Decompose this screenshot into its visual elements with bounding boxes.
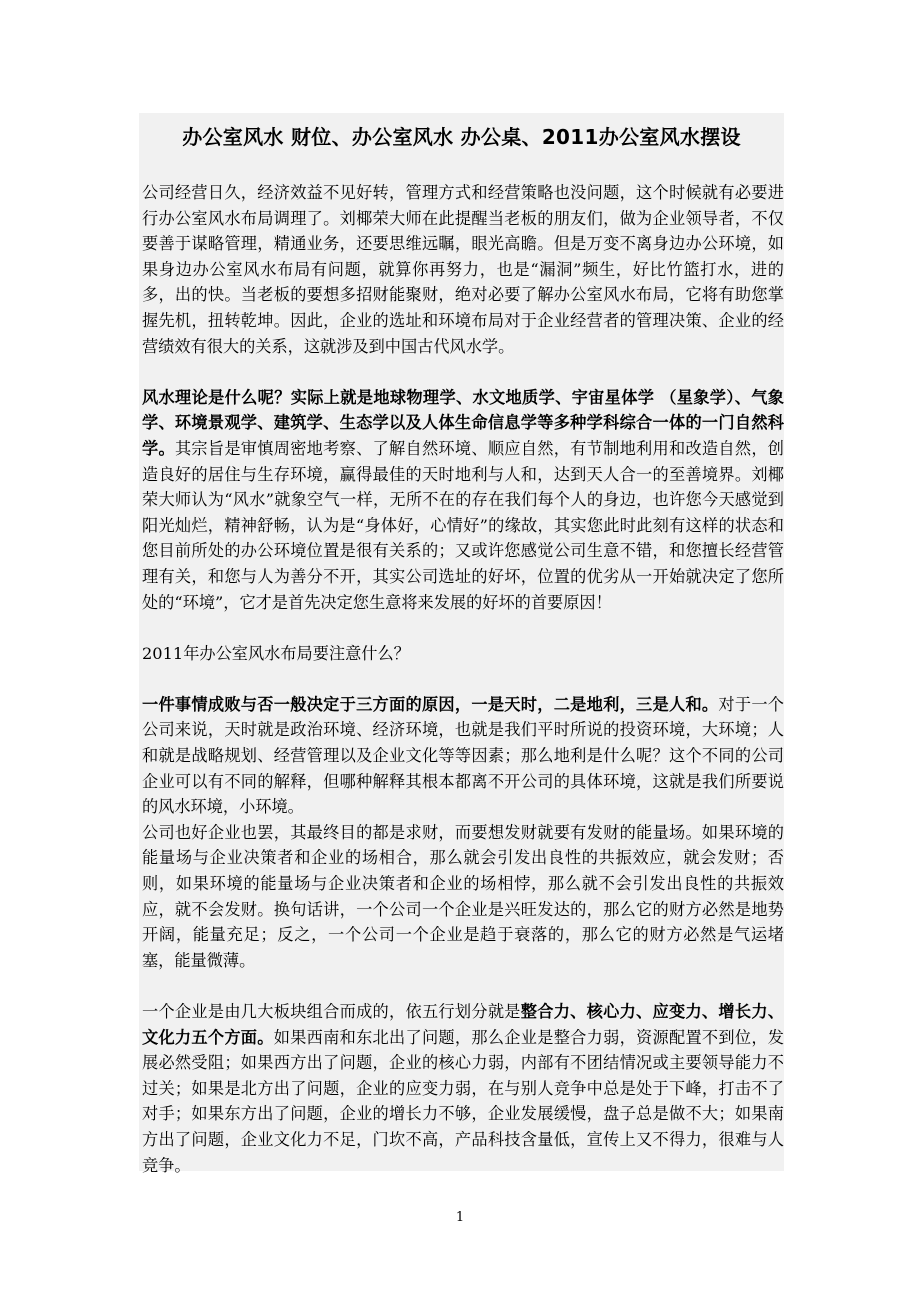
paragraph-five-forces-lead: 一个企业是由几大板块组合而成的，依五行划分就是: [142, 1002, 521, 1021]
paragraph-fengshui-theory-bold: 风水理论是什么呢？实际上就是地球物理学、水文地质学、宇宙星体学 （星象学）、气象学、环境景观学、建筑学、生态学以及人体生命信息学等多种学科综合一体的一门自然科学。: [142, 387, 784, 458]
paragraph-energy-field: [142, 820, 784, 974]
paragraph-three-factors: [142, 692, 784, 820]
paragraph-intro: [142, 180, 784, 359]
paragraph-three-factors-text: 对于一个公司来说，天时就是政治环境、经济环境，也就是我们平时所说的投资环境，大环境；人和就是战略规划、经营管理以及企业文化等等因素；那么地利是什么呢？这个不同的公司企业可以有不同的解释，但哪种解释其根本都离不开公司的具体环境，这就是我们所要说的风水环境，小环境。: [142, 694, 784, 817]
paragraph-gap: [142, 973, 784, 999]
document-title: 办公室风水 财位、办公室风水 办公桌、2011办公室风水摆设: [182, 125, 741, 149]
paragraph-gap: [142, 666, 784, 692]
paragraph-fengshui-theory-text: 其宗旨是审慎周密地考察、了解自然环境、顺应自然，有节制地利用和改造自然，创造良好的居住与生存环境，赢得最佳的天时地利与人和，达到天人合一的至善境界。刘椰荣大师认为“风水”就象空气一样，无所不在的存在我们每个人的身边，也许您今天感觉到阳光灿烂，精神舒畅，认为是“身体好，心情好”的缘故，其实您此时此刻有这样的状态和您目前所处的办公环境位置是很有关系的；又或许您感觉公司生意不错，和您擅长经营管理有关，和您与人为善分不开，其实公司选址的好坏，位置的优劣从一开始就决定了您所处的“环境”，它才是首先决定您生意将来发展的好坏的首要原因！: [142, 438, 784, 612]
paragraph-five-forces: [142, 999, 784, 1178]
paragraph-fengshui-theory: [142, 385, 784, 615]
paragraph-five-forces-bold: 整合力、核心力、应变力、增长力、文化力五个方面。: [142, 1002, 784, 1047]
paragraph-question-text: 2011年办公室风水布局要注意什么？: [142, 643, 410, 663]
document-body: [142, 180, 784, 1178]
paragraph-gap: [142, 615, 784, 641]
paragraph-energy-field-text: 公司也好企业也罢，其最终目的都是求财，而要想发财就要有发财的能量场。如果环境的能量场与企业决策者和企业的场相合，那么就会引发出良性的共振效应，就会发财；否则，如果环境的能量场与企业决策者和企业的场相悖，那么就不会引发出良性的共振效应，就不会发财。换句话讲，一个公司一个企业是兴旺发达的，那么它的财方必然是地势开阔，能量充足；反之，一个公司一个企业是趋于衰落的，那么它的财方必然是气运堵塞，能量微薄。: [142, 822, 784, 970]
paragraph-intro-text: 公司经营日久，经济效益不见好转，管理方式和经营策略也没问题，这个时候就有必要进行办公室风水布局调理了。刘椰荣大师在此提醒当老板的朋友们，做为企业领导者，不仅要善于谋略管理，精通业务，还要思维远瞩，眼光高瞻。但是万变不离身边办公环境，如果身边办公室风水布局有问题，就算你再努力，也是“漏洞”频生，好比竹篮打水，进的多，出的快。当老板的要想多招财能聚财，绝对必要了解办公室风水布局，它将有助您掌握先机，扭转乾坤。因此，企业的选址和环境布局对于企业经营者的管理决策、企业的经营绩效有很大的关系，这就涉及到中国古代风水学。: [142, 183, 784, 356]
text-block: [139, 113, 784, 1175]
paragraph-question: [142, 641, 784, 667]
page-number: 1: [455, 1210, 465, 1225]
paragraph-gap: [142, 359, 784, 385]
paragraph-five-forces-text: 如果西南和东北出了问题，那么企业是整合力弱，资源配置不到位，发展必然受阻；如果西方出了问题，企业的核心力弱，内部有不团结情况或主要领导能力不过关；如果是北方出了问题，企业的应变力弱，在与别人竞争中总是处于下峰，打击不了对手；如果东方出了问题，企业的增长力不够，企业发展缓慢，盘子总是做不大；如果南方出了问题，企业文化力不足，门坎不高，产品科技含量低，宣传上又不得力，很难与人竞争。: [142, 1027, 784, 1175]
paragraph-three-factors-bold: 一件事情成败与否一般决定于三方面的原因，一是天时，二是地利，三是人和。: [142, 694, 719, 714]
